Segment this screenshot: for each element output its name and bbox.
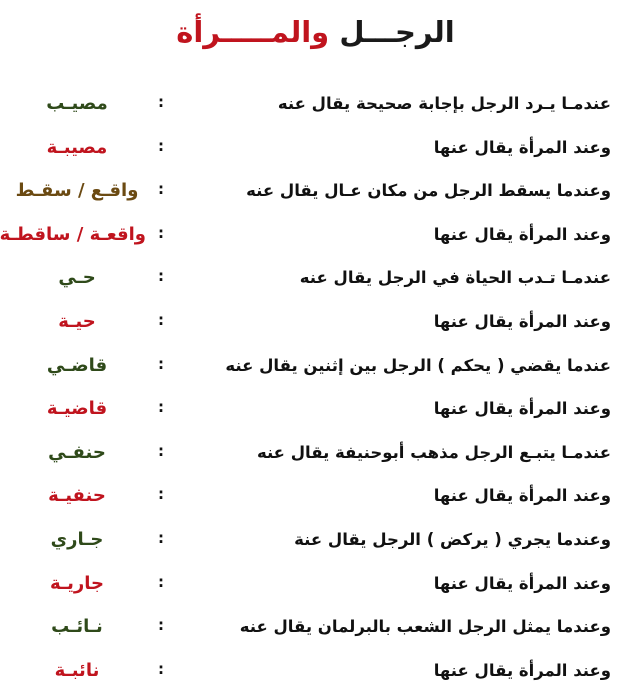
list-item: [0, 562, 631, 606]
statement-text: عندمـا يتبـع الرجل مذهب أبوحنيفة يقال عنه: [256, 442, 611, 462]
statement-text: وعند المرأة يقال عنها: [433, 399, 611, 419]
separator: :: [158, 223, 164, 242]
term-text: حـي: [58, 267, 96, 289]
term-text: جاريـة: [50, 572, 104, 594]
statement-text: وعند المرأة يقال عنها: [433, 660, 611, 680]
term-text: قاضـي: [46, 354, 108, 376]
list-item: [0, 649, 631, 692]
separator: :: [158, 485, 164, 504]
term-text: مصيبـة: [46, 136, 108, 158]
list-item: [0, 213, 631, 257]
list-item: [0, 169, 631, 213]
separator: :: [158, 267, 164, 286]
list-item: [0, 474, 631, 518]
list-item: [0, 344, 631, 388]
list-item: [0, 126, 631, 170]
term-text: مصيـب: [46, 93, 108, 114]
separator: :: [158, 616, 164, 635]
term-text: حنفـي: [48, 441, 106, 463]
separator: :: [158, 180, 164, 199]
separator: :: [158, 354, 164, 373]
statement-text: وعند المرأة يقال عنها: [433, 137, 611, 157]
term-text: واقعـة / ساقطـة: [0, 223, 146, 245]
page-title: [0, 10, 631, 54]
list-item: [0, 82, 631, 126]
list-item: [0, 605, 631, 649]
term-text: جـاري: [50, 528, 104, 550]
list-item: [0, 518, 631, 562]
term-text: واقـع / سقـط: [15, 180, 139, 202]
statement-text: وعندما يمثل الرجل الشعب بالبرلمان يقال عنه: [239, 617, 611, 637]
title-word-man: الرجـــل: [339, 15, 455, 49]
separator: :: [158, 528, 164, 547]
comparison-list: [0, 82, 631, 692]
separator: :: [158, 310, 164, 329]
statement-text: وعندما يسقط الرجل من مكان عـال يقال عنه: [246, 181, 611, 201]
list-item: [0, 300, 631, 344]
separator: :: [158, 572, 164, 591]
separator: :: [158, 659, 164, 678]
separator: :: [158, 398, 164, 417]
list-item: [0, 431, 631, 475]
term-text: حنفيـة: [48, 485, 106, 507]
statement-text: عندمـا يـرد الرجل بإجابة صحيحة يقال عنه: [277, 94, 611, 113]
title-word-woman: والمـــــرأة: [176, 15, 330, 49]
separator: :: [158, 441, 164, 460]
statement-text: وعند المرأة يقال عنها: [433, 573, 611, 593]
term-text: نـائـب: [51, 616, 103, 638]
separator: :: [158, 93, 164, 111]
separator: :: [158, 136, 164, 155]
statement-text: وعندما يجري ( يركض ) الرجل يقال عنة: [294, 529, 611, 549]
term-text: قاضيـة: [46, 398, 108, 420]
statement-text: وعند المرأة يقال عنها: [433, 311, 611, 331]
term-text: نائبـة: [54, 659, 100, 681]
statement-text: وعند المرأة يقال عنها: [433, 486, 611, 506]
list-item: [0, 387, 631, 431]
list-item: [0, 256, 631, 300]
statement-text: عندما يقضي ( يحكم ) الرجل بين إثنين يقال عنه: [225, 355, 611, 375]
term-text: حيـة: [58, 310, 96, 332]
statement-text: وعند المرأة يقال عنها: [433, 224, 611, 244]
statement-text: عندمـا تـدب الحياة في الرجل يقال عنه: [299, 268, 611, 288]
